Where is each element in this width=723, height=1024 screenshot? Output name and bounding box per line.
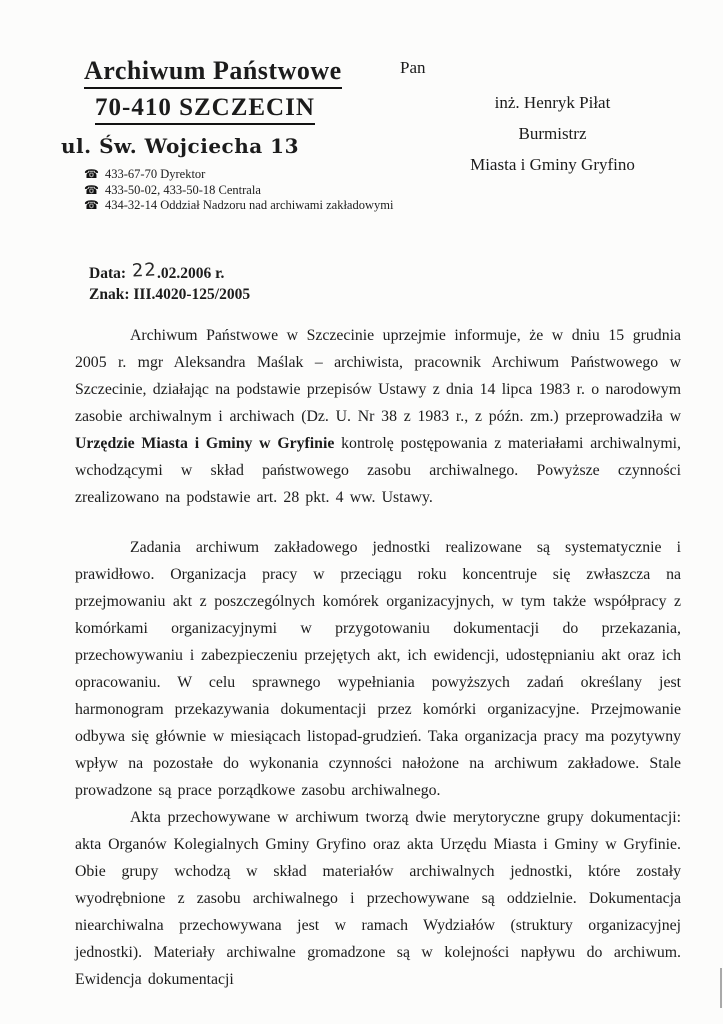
- date-day-handwritten: 22: [131, 259, 158, 282]
- org-name-heading: Archiwum Państwowe: [84, 56, 342, 89]
- paragraph-2: Zadania archiwum zakładowego jednostki realizowane są systematycznie i prawidłowo. Organizacja pracy w przeciągu roku koncentruje się zwłaszcza na przejmowaniu akt z poszczególnych komórek organizacyjnych, w tym także współpracy z komórkami organizacyjnymi w przygotowaniu dokumentacji do przekazania, przechowywaniu i zabezpieczeniu przejętych akt, ich ewidencji, udostępnianiu akt oraz ich opracowaniu. W celu sprawnego wypełniania powyższych zadań określany jest harmonogram przekazywania dokumentacji przez komórki organizacyjne. Przejmowanie odbywa się głównie w miesiącach listopad-grudzień. Taka organizacja pracy ma pozytywny wpływ na pozostałe do wykonania czynności nałożone na archiwum zakładowe. Stale prowadzone są prace porządkowe zasobu archiwalnego.: [75, 539, 681, 799]
- phone-icon: ☎: [84, 182, 99, 197]
- phone-row: [84, 183, 393, 199]
- reference-label: Znak:: [89, 286, 130, 303]
- recipient-block: [410, 87, 695, 180]
- recipient-organization: Miasta i Gminy Gryfino: [470, 155, 635, 174]
- phone-entry: 433-50-02, 433-50-18 Centrala: [105, 182, 261, 197]
- org-postal-city: 70-410 SZCZECIN: [95, 94, 315, 125]
- reference-number: III.4020-125/2005: [133, 286, 251, 303]
- phone-list: [84, 167, 393, 214]
- paragraph-1-part1: Archiwum Państwowe w Szczecinie uprzejmie informuje, że w dniu 15 grudnia 2005 r. mgr Aleksandra Maślak – archiwista, pracownik Archiwum Państwowego w Szczecinie, działając na podstawie przepisów Ustawy z dnia 14 lipca 1983 r. o narodowym zasobie archiwalnym i archiwach (Dz. U. Nr 38 z 1983 r., z późn. zm.) przeprowadziła w: [75, 327, 681, 425]
- recipient-title: Burmistrz: [518, 124, 587, 143]
- recipient-salutation: Pan: [400, 58, 426, 77]
- recipient-name: inż. Henryk Piłat: [494, 93, 611, 112]
- phone-entry: 434-32-14 Oddział Nadzoru nad archiwami zakładowymi: [105, 198, 394, 212]
- phone-icon: ☎: [84, 167, 99, 181]
- paragraph-3: Akta przechowywane w archiwum tworzą dwie merytoryczne grupy dokumentacji: akta Organów Kolegialnych Gminy Gryfino oraz akta Urzędu Miasta i Gminy w Gryfinie. Obie grupy wchodzą w skład materiałów archiwalnych jednostki, które zostały wyodrębnione z zasobu archiwalnego i przechowywane są oddzielnie. Dokumentacja niearchiwalna przechowywana jest w ramach Wydziałów (struktury organizacyjnej jednostki). Materiały archiwalne gromadzone są w kolejności napływu do archiwum. Ewidencja dokumentacji: [75, 809, 681, 988]
- paragraph-1-bold-phrase: Urzędzie Miasta i Gminy w Gryfinie: [75, 435, 335, 452]
- paragraph-1: [75, 322, 681, 511]
- phone-entry: 433-67-70 Dyrektor: [105, 167, 206, 181]
- phone-row: [84, 198, 393, 214]
- reference-block: [89, 259, 251, 305]
- org-street-address: ul. Św. Wojciecha 13: [61, 134, 300, 158]
- date-line: [89, 259, 250, 284]
- date-label: Data:: [89, 265, 127, 282]
- letter-body: [75, 322, 681, 993]
- phone-icon: ☎: [84, 198, 99, 212]
- scan-edge-artifact: [720, 968, 722, 1008]
- paragraph-1-part2: kontrolę postępowania z materiałami archiwalnymi, wchodzącymi w skład państwowego zasobu archiwalnego. Powyższe czynności zrealizowano na podstawie art. 28 pkt. 4 ww. Ustawy.: [75, 435, 681, 506]
- date-rest: .02.2006 r.: [156, 265, 225, 282]
- reference-number-line: [89, 284, 250, 305]
- phone-row: [84, 167, 393, 183]
